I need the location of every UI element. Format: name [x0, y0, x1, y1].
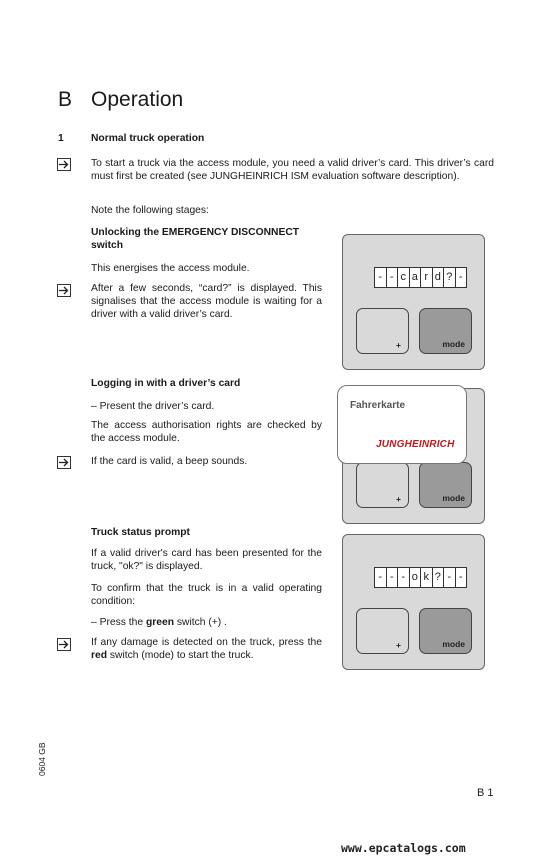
display-segment: - — [398, 568, 410, 587]
display-segment: c — [398, 268, 410, 287]
intro-text: To start a truck via the access module, you need a valid driver’s card. This driver’s card must first be created (see JUNGHEINRICH ISM evaluation software description). — [91, 158, 494, 182]
access-module-panel — [342, 234, 485, 370]
stage1-text1: This energises the access module. — [91, 263, 250, 274]
access-module-panel — [342, 534, 485, 670]
display-card-prompt — [374, 267, 467, 288]
plus-button[interactable]: + — [356, 608, 409, 654]
display-segment: - — [444, 568, 456, 587]
section-number: 1 — [58, 133, 64, 144]
watermark-url: www.epcatalogs.com — [341, 841, 466, 855]
stage2-text2: If the card is valid, a beep sounds. — [91, 456, 248, 467]
mode-button[interactable]: mode — [419, 462, 472, 508]
display-segment: ? — [433, 568, 445, 587]
plus-button[interactable]: + — [356, 308, 409, 354]
section-title: Normal truck operation — [91, 133, 205, 144]
display-segment: k — [421, 568, 433, 587]
display-segment: - — [387, 268, 399, 287]
plus-button[interactable]: + — [356, 462, 409, 508]
arrow-right-icon — [57, 638, 71, 651]
display-segment: r — [421, 268, 433, 287]
display-segment: ? — [444, 268, 456, 287]
display-segment: o — [410, 568, 422, 587]
display-ok-prompt — [374, 567, 467, 588]
stage2-text1: The access authorisation rights are checked by the access module. — [91, 420, 322, 444]
jungheinrich-logo: JUNGHEINRICH — [376, 439, 455, 450]
stage3-text1: If a valid driver's card has been presented for the truck, "ok?" is displayed. — [91, 548, 322, 572]
display-segment: - — [375, 268, 387, 287]
stage2-bullet: – Present the driver’s card. — [91, 401, 215, 412]
stage1-heading: Unlocking the EMERGENCY DISCONNECT switch — [91, 227, 300, 251]
mode-button[interactable]: mode — [419, 308, 472, 354]
arrow-right-icon — [57, 456, 71, 469]
doc-code: 0604 GB — [37, 742, 47, 776]
stage2-heading: Logging in with a driver’s card — [91, 378, 241, 389]
mode-button[interactable]: mode — [419, 608, 472, 654]
drivers-card — [337, 385, 467, 464]
stage3-bullet: – Press the green switch (+) . — [91, 617, 227, 628]
display-segment: a — [410, 268, 422, 287]
display-segment: d — [433, 268, 445, 287]
display-segment: - — [458, 271, 463, 283]
card-label: Fahrerkarte — [350, 400, 406, 411]
chapter-title: Operation — [91, 88, 184, 111]
arrow-right-icon — [57, 158, 71, 171]
chapter-letter: B — [58, 88, 73, 111]
display-segment: - — [387, 568, 399, 587]
page-number: B 1 — [477, 787, 494, 799]
stage3-text3: If any damage is detected on the truck, press the red switch (mode) to start the truck. — [91, 637, 322, 661]
display-segment: - — [375, 568, 387, 587]
intro-note: Note the following stages: — [91, 205, 209, 216]
stage3-text2: To confirm that the truck is in a valid operating condition: — [91, 583, 322, 607]
stage3-heading: Truck status prompt — [91, 527, 190, 538]
display-segment: - — [458, 571, 463, 583]
arrow-right-icon — [57, 284, 71, 297]
stage1-text2: After a few seconds, “card?” is displayed. This signalises that the access module is waiting for a driver with a valid driver’s card. — [91, 283, 322, 320]
